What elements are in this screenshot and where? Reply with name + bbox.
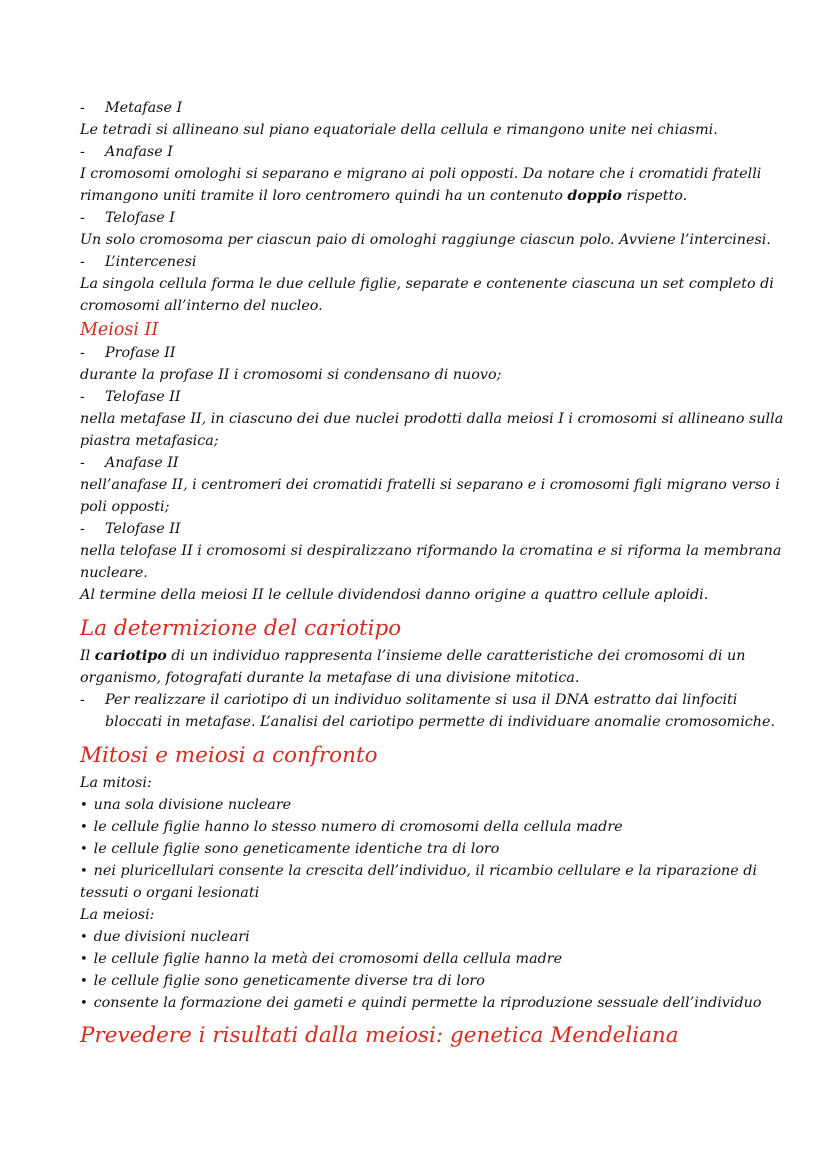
paragraph: durante la profase II i cromosomi si condensano di nuovo; [80, 367, 502, 383]
paragraph: organismo, fotografati durante la metafase di una divisione mitotica. [80, 670, 580, 686]
paragraph: nella metafase II, in ciascuno dei due nuclei prodotti dalla meiosi I i cromosomi si allineano sulla [80, 411, 784, 427]
text-run: rimangono uniti tramite il loro centromero quindi ha un contenuto [80, 188, 563, 204]
step-title: Metafase I [105, 100, 183, 116]
list-item-continuation: bloccati in metafase. L’analisi del cariotipo permette di individuare anomalie cromosomiche. [105, 714, 775, 730]
list-item [80, 926, 760, 949]
paragraph: La singola cellula forma le due cellule figlie, separate e contenente ciascuna un set completo di [80, 276, 774, 292]
paragraph: I cromosomi omologhi si separano e migrano ai poli opposti. Da notare che i cromatidi fratelli [80, 166, 762, 182]
dash-marker: - [80, 521, 85, 537]
step-title: Profase II [105, 345, 176, 361]
bold-term: doppio [567, 188, 622, 204]
paragraph [80, 645, 760, 667]
list-item [80, 860, 760, 883]
list-item-text: le cellule figlie sono geneticamente identiche tra di loro [93, 841, 500, 857]
dash-marker: - [80, 345, 85, 361]
list-item [80, 838, 760, 861]
dash-marker: - [80, 455, 85, 471]
list-item-text: una sola divisione nucleare [93, 797, 292, 813]
bullet-marker: • [80, 974, 88, 989]
bullet-marker: • [80, 842, 88, 857]
list-item [80, 794, 760, 817]
list-item [80, 992, 760, 1015]
list-item-text: nei pluricellulari consente la crescita dell’individuo, il ricambio cellulare e la riparazione di [93, 863, 757, 879]
dash-marker: - [80, 254, 85, 270]
label-mitosi: La mitosi: [80, 775, 152, 791]
dash-marker: - [80, 389, 85, 405]
step-title: Telofase II [105, 389, 181, 405]
paragraph: nella telofase II i cromosomi si despiralizzano riformando la cromatina e si riforma la membrana [80, 543, 782, 559]
paragraph: poli opposti; [80, 499, 170, 515]
paragraph: nucleare. [80, 565, 148, 581]
bullet-marker: • [80, 996, 88, 1011]
paragraph: nell’anafase II, i centromeri dei cromatidi fratelli si separano e i cromosomi figli migrano verso i [80, 477, 780, 493]
bullet-marker: • [80, 798, 88, 813]
list-item [80, 816, 760, 839]
label-meiosi: La meiosi: [80, 907, 155, 923]
bullet-marker: • [80, 952, 88, 967]
list-item-continuation: tessuti o organi lesionati [80, 885, 260, 901]
heading-meiosi-ii: Meiosi II [80, 320, 159, 340]
list-item-text: le cellule figlie sono geneticamente diverse tra di loro [93, 973, 485, 989]
dash-marker: - [80, 210, 85, 226]
text-run: rispetto. [626, 188, 688, 204]
step-title: Telofase I [105, 210, 175, 226]
list-item [80, 970, 760, 993]
bullet-marker: • [80, 820, 88, 835]
paragraph: cromosomi all’interno del nucleo. [80, 298, 323, 314]
list-item-text: Per realizzare il cariotipo di un individuo solitamente si usa il DNA estratto dai linfociti [105, 692, 738, 708]
step-title: Anafase I [105, 144, 173, 160]
heading-genetica-mendeliana: Prevedere i risultati dalla meiosi: genetica Mendeliana [80, 1023, 679, 1048]
text-run: di un individuo rappresenta l’insieme delle caratteristiche dei cromosomi di un [171, 648, 746, 664]
list-item-text: le cellule figlie hanno lo stesso numero di cromosomi della cellula madre [93, 819, 623, 835]
list-item [80, 948, 760, 971]
paragraph: piastra metafasica; [80, 433, 219, 449]
dash-marker: - [80, 692, 85, 708]
bullet-marker: • [80, 930, 88, 945]
list-item-text: due divisioni nucleari [93, 929, 250, 945]
list-item-text: le cellule figlie hanno la metà dei cromosomi della cellula madre [93, 951, 563, 967]
step-title: Telofase II [105, 521, 181, 537]
step-title: L’intercenesi [105, 254, 197, 270]
paragraph: Un solo cromosoma per ciascun paio di omologhi raggiunge ciascun polo. Avviene l’intercinesi. [80, 232, 771, 248]
bold-term: cariotipo [94, 648, 167, 664]
heading-confronto: Mitosi e meiosi a confronto [80, 743, 378, 768]
bullet-marker: • [80, 864, 88, 879]
paragraph: Al termine della meiosi II le cellule dividendosi danno origine a quattro cellule aploidi. [80, 587, 709, 603]
paragraph [80, 185, 760, 207]
dash-marker: - [80, 144, 85, 160]
text-run: Il [80, 648, 91, 664]
step-title: Anafase II [105, 455, 179, 471]
dash-marker: - [80, 100, 85, 116]
list-item-text: consente la formazione dei gameti e quindi permette la riproduzione sessuale dell’individuo [93, 995, 762, 1011]
heading-cariotipo: La determizione del cariotipo [80, 616, 402, 641]
paragraph: Le tetradi si allineano sul piano equatoriale della cellula e rimangono unite nei chiasmi. [80, 122, 718, 138]
